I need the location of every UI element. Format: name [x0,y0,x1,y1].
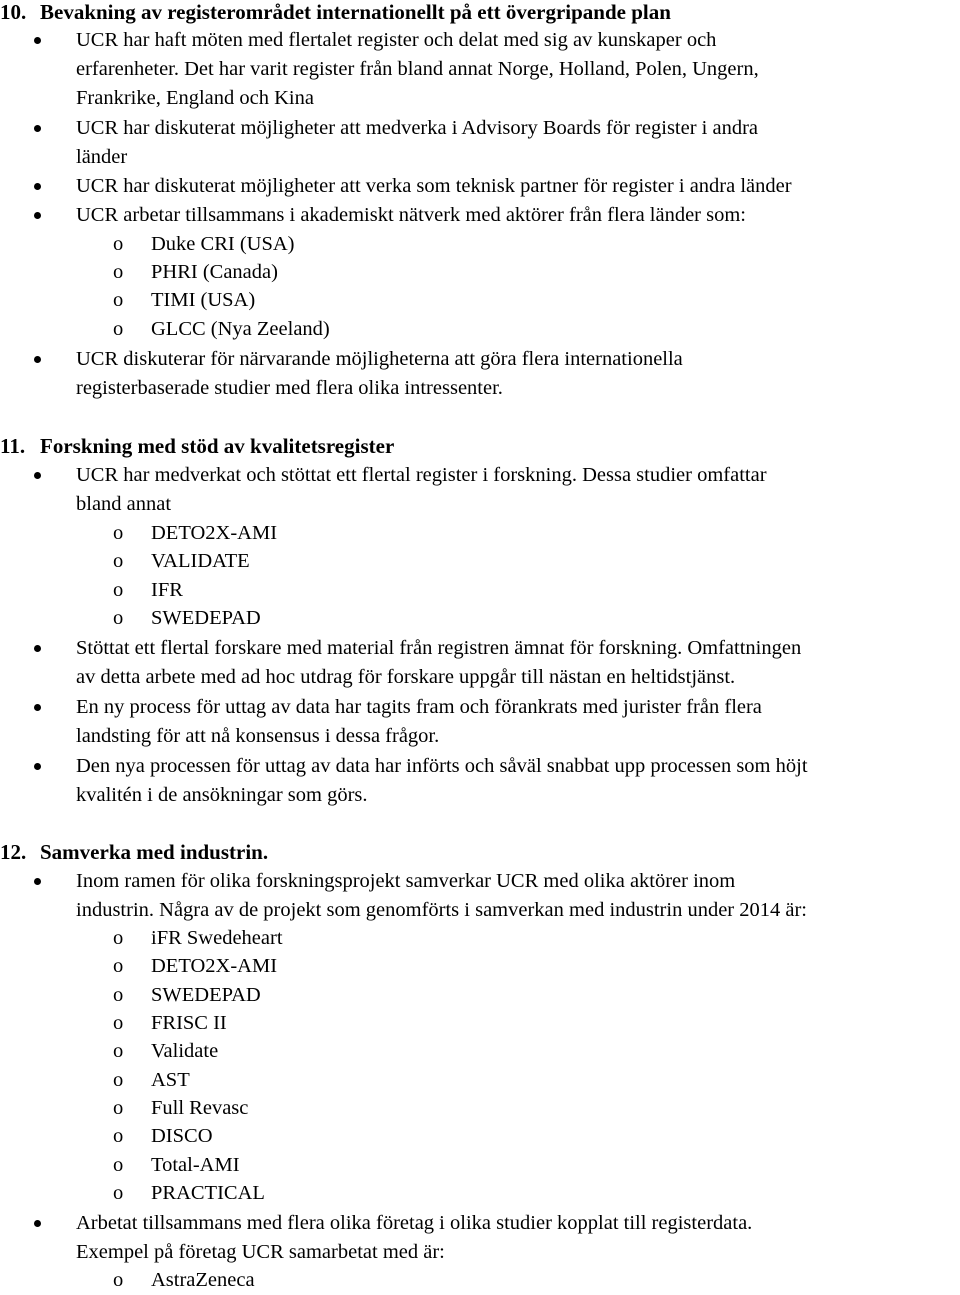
s11-b2-line2: av detta arbete med ad hoc utdrag för forskare uppgår till nästan en heltidstjänst. [76,666,736,688]
s12-b1-sub-4: FRISC II [151,1012,227,1034]
s10-b1-line2: erfarenheter. Det har varit register från bland annat Norge, Holland, Polen, Ungern, [76,58,759,80]
s11-b3-line2: landsting för att nå konsensus i dessa frågor. [76,725,440,747]
s10-b5-line1: UCR diskuterar för närvarande möjligheterna att göra flera internationella [76,348,683,370]
s10-b2-line1: UCR har diskuterat möjligheter att medverka i Advisory Boards för register i andra [76,117,759,139]
bullet-icon [34,1220,41,1227]
sub-bullet-marker: o [113,233,124,255]
s12-b2-sub-1: AstraZeneca [151,1269,255,1291]
sub-bullet-marker: o [113,522,124,544]
section-12-heading [0,838,268,866]
section-11-heading [0,432,394,460]
s12-b1-sub-8: DISCO [151,1125,213,1147]
s12-b2-line2: Exempel på företag UCR samarbetat med är: [76,1241,445,1263]
sub-bullet-marker: o [113,261,124,283]
sub-bullet-marker: o [113,1269,124,1291]
s10-b4-sub-3: TIMI (USA) [151,289,256,311]
section-10-heading [0,0,671,26]
s12-b1-sub-10: PRACTICAL [151,1182,265,1204]
bullet-icon [34,704,41,711]
s12-b1-sub-9: Total-AMI [151,1154,240,1176]
s12-b1-line1: Inom ramen för olika forskningsprojekt samverkar UCR med olika aktörer inom [76,870,736,892]
section-11-title: Forskning med stöd av kvalitetsregister [40,434,395,458]
s10-b4-sub-1: Duke CRI (USA) [151,233,295,255]
sub-bullet-marker: o [113,1125,124,1147]
section-12-number: 12. [0,840,27,864]
sub-bullet-marker: o [113,550,124,572]
s10-b2-line2: länder [76,146,128,168]
s12-b1-sub-6: AST [151,1069,190,1091]
bullet-icon [34,183,41,190]
sub-bullet-marker: o [113,318,124,340]
s10-b1-line1: UCR har haft möten med flertalet register och delat med sig av kunskaper och [76,29,717,51]
sub-bullet-marker: o [113,607,124,629]
s11-b1-line1: UCR har medverkat och stöttat ett flertal register i forskning. Dessa studier omfattar [76,464,767,486]
s11-b1-line2: bland annat [76,493,172,515]
section-12-title: Samverka med industrin. [40,840,269,864]
s11-b3-line1: En ny process för uttag av data har tagits fram och förankrats med jurister från flera [76,696,762,718]
sub-bullet-marker: o [113,579,124,601]
section-10-title: Bevakning av registerområdet internationellt på ett övergripande plan [40,0,671,24]
sub-bullet-marker: o [113,1069,124,1091]
bullet-icon [34,37,41,44]
s10-b4-sub-4: GLCC (Nya Zeeland) [151,318,330,340]
bullet-icon [34,125,41,132]
s12-b1-sub-7: Full Revasc [151,1097,249,1119]
sub-bullet-marker: o [113,927,124,949]
sub-bullet-marker: o [113,1040,124,1062]
s10-b4-sub-2: PHRI (Canada) [151,261,278,283]
bullet-icon [34,356,41,363]
sub-bullet-marker: o [113,1182,124,1204]
s11-b1-sub-3: IFR [151,579,183,601]
bullet-icon [34,472,41,479]
bullet-icon [34,878,41,885]
s11-b4-line1: Den nya processen för uttag av data har införts och såväl snabbat upp processen som höjt [76,755,808,777]
s12-b1-line2: industrin. Några av de projekt som genomförts i samverkan med industrin under 2014 är: [76,899,808,921]
s12-b1-sub-1: iFR Swedeheart [151,927,283,949]
s12-b1-sub-5: Validate [151,1040,219,1062]
s11-b1-sub-4: SWEDEPAD [151,607,261,629]
sub-bullet-marker: o [113,1097,124,1119]
sub-bullet-marker: o [113,1012,124,1034]
section-10-number: 10. [0,0,27,24]
s11-b2-line1: Stöttat ett flertal forskare med material från registren ämnat för forskning. Omfattningen [76,637,802,659]
bullet-icon [34,763,41,770]
sub-bullet-marker: o [113,955,124,977]
s11-b1-sub-1: DETO2X-AMI [151,522,278,544]
bullet-icon [34,645,41,652]
bullet-icon [34,212,41,219]
s11-b4-line2: kvalitén i de ansökningar som görs. [76,784,368,806]
s12-b1-sub-2: DETO2X-AMI [151,955,278,977]
s10-b5-line2: registerbaserade studier med flera olika intressenter. [76,377,503,399]
sub-bullet-marker: o [113,289,124,311]
s12-b2-line1: Arbetat tillsammans med flera olika företag i olika studier kopplat till registerdata. [76,1212,753,1234]
section-11-number: 11. [0,434,26,458]
s10-b3-line1: UCR har diskuterat möjligheter att verka som teknisk partner för register i andra länder [76,175,792,197]
s11-b1-sub-2: VALIDATE [151,550,250,572]
s10-b1-line3: Frankrike, England och Kina [76,87,314,109]
s12-b1-sub-3: SWEDEPAD [151,984,261,1006]
s10-b4-line1: UCR arbetar tillsammans i akademiskt nätverk med aktörer från flera länder som: [76,204,747,226]
sub-bullet-marker: o [113,1154,124,1176]
sub-bullet-marker: o [113,984,124,1006]
